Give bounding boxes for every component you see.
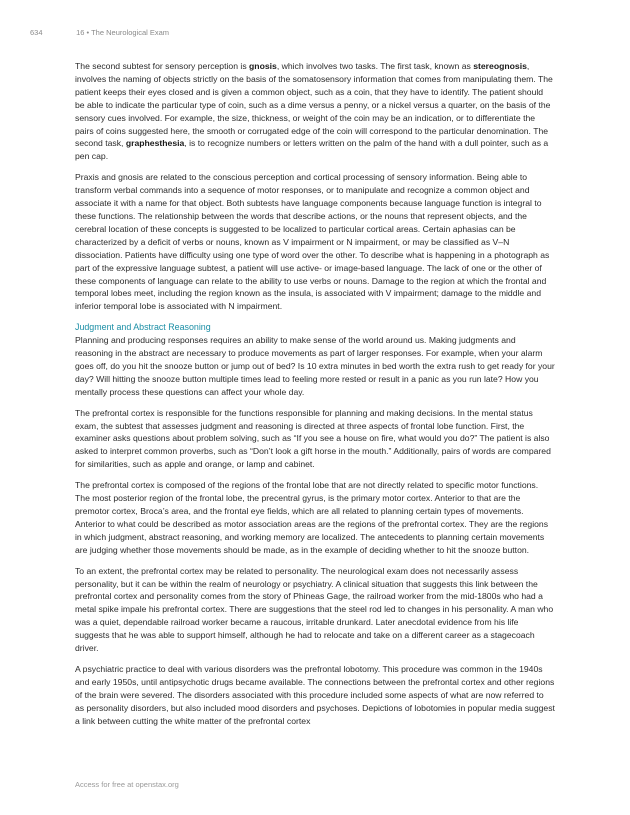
paragraph-lobotomy: A psychiatric practice to deal with various disorders was the prefrontal lobotomy. This procedure was common in the 1940s and early 1950s, until antipsychotic drugs became available. The connections between the prefrontal cortex and other regions of the brain were severed. The disorders associated with this procedure included some aspects of what are now referred to as personality disorders, but also included mood disorders and psychoses. Depictions of lobotomies in popular media suggest a link between cutting the white matter of the prefrontal cortex — [75, 663, 555, 726]
text-run: , involves the naming of objects strictly on the basis of the somatosensory information that comes from manipulating them. The patient keeps their eyes closed and is given a common object, such as a coin, that they have to identify. The patient should be able to indicate the particular type of coin, such as a dime versus a penny, or a nickel versus a quarter, on the basis of the sensory cues involved. For example, the size, thickness, or weight of the coin may be an indication, or to differentiate the pairs of coins suggested here, the smooth or corrugated edge of the coin will correspond to the particular denomination. The second task, — [75, 61, 553, 149]
page-footer: Access for free at openstax.org — [75, 780, 179, 789]
term-graphesthesia: graphesthesia — [125, 138, 185, 149]
text-run: , which involves two tasks. The first task, known as — [276, 61, 474, 71]
paragraph-personality: To an extent, the prefrontal cortex may be related to personality. The neurological exam does not necessarily assess personality, but it can be within the realm of neurology or psychiatry. A clinical situation that suggests this link between the prefrontal cortex and personality comes from the story of Phineas Gage, the railroad worker from the mid-1800s who had a metal spike impale his prefrontal cortex. There are suggestions that the steel rod led to changes in his personality. A man who was a quiet, dependable railroad worker became a raucous, irritable drunkard. Later anecdotal evidence from his life suggests that he was able to support himself, although he had to relocate and take on a different career as a stagecoach driver. — [75, 565, 554, 654]
paragraph-prefrontal-regions: The prefrontal cortex is composed of the regions of the frontal lobe that are not directly related to specific motor functions. The most posterior region of the frontal lobe, the precentral gyrus, is the primary motor cortex. Anterior to that are the premotor cortex, Broca’s area, and the frontal eye fields, which are all related to planning certain types of movements. Anterior to what could be described as motor association areas are the regions of the prefrontal cortex. They are the regions in which judgment, abstract reasoning, and working memory are localized. The antecedents to planning certain movements are judging whether those movements should be made, as in the example of deciding whether to hit the snooze button. — [75, 480, 549, 555]
paragraph-praxis-gnosis: Praxis and gnosis are related to the conscious perception and cortical processing of sensory information. Being able to transform verbal commands into a sequence of motor responses, or to manipulate and recognize a common object and associate it with a name for that object. Both subtests have language components because language function is integral to these functions. The relationship between the words that describe actions, or the nouns that represent objects, and the cerebral location of these concepts is suggested to be localized to particular cortical areas. Certain aphasias can be characterized by a deficit of verbs or nouns, known as V impairment or N impairment, or may be classified as V–N dissociation. Patients have difficulty using one type of word over the other. To describe what is happening in a photograph as part of the expressive language subtest, a patient will use active- or image-based language. The lack of one or the other of these components of language can relate to the ability to use verbs or nouns. Damage to the region at which the frontal and temporal lobes meet, including the region known as the insula, is associated with V impairment; damage to the middle and inferior temporal lobe is associated with N impairment. — [75, 172, 550, 312]
page-content — [75, 60, 555, 728]
term-gnosis: gnosis — [249, 61, 277, 71]
paragraph-prefrontal-cortex: The prefrontal cortex is responsible for the functions responsible for planning and making decisions. In the mental status exam, the subtest that assesses judgment and reasoning is directed at three aspects of frontal lobe function. First, the examiner asks questions about problem solving, such as “If you see a house on fire, what would you do?” The patient is also asked to interpret common proverbs, such as “Don’t look a gift horse in the mouth.” Additionally, pairs of words are compared for similarities, such as apple and orange, or lamp and cabinet. — [75, 407, 551, 470]
paragraph-gnosis — [75, 60, 555, 163]
text-run: , is to recognize numbers or letters written on the palm of the hand with a dull pointer, such as a pen cap. — [75, 138, 549, 162]
page-header — [30, 28, 600, 37]
page-number: 634 — [30, 28, 43, 37]
paragraph-planning: Planning and producing responses requires an ability to make sense of the world around us. Making judgments and reasoning in the abstract are necessary to produce movements as part of larger responses. For example, when your alarm goes off, do you hit the snooze button or jump out of bed? Is 10 extra minutes in bed worth the extra rush to get ready for your day? Will hitting the snooze button multiple times lead to feeling more rested or result in a panic as you run late? How you mentally process these questions can affect your whole day. — [75, 335, 555, 397]
text-run: The second subtest for sensory perception is — [75, 61, 250, 71]
chapter-title: 16 • The Neurological Exam — [76, 28, 170, 37]
term-stereognosis: stereognosis — [473, 61, 527, 71]
section-heading-judgment: Judgment and Abstract Reasoning — [75, 322, 211, 333]
